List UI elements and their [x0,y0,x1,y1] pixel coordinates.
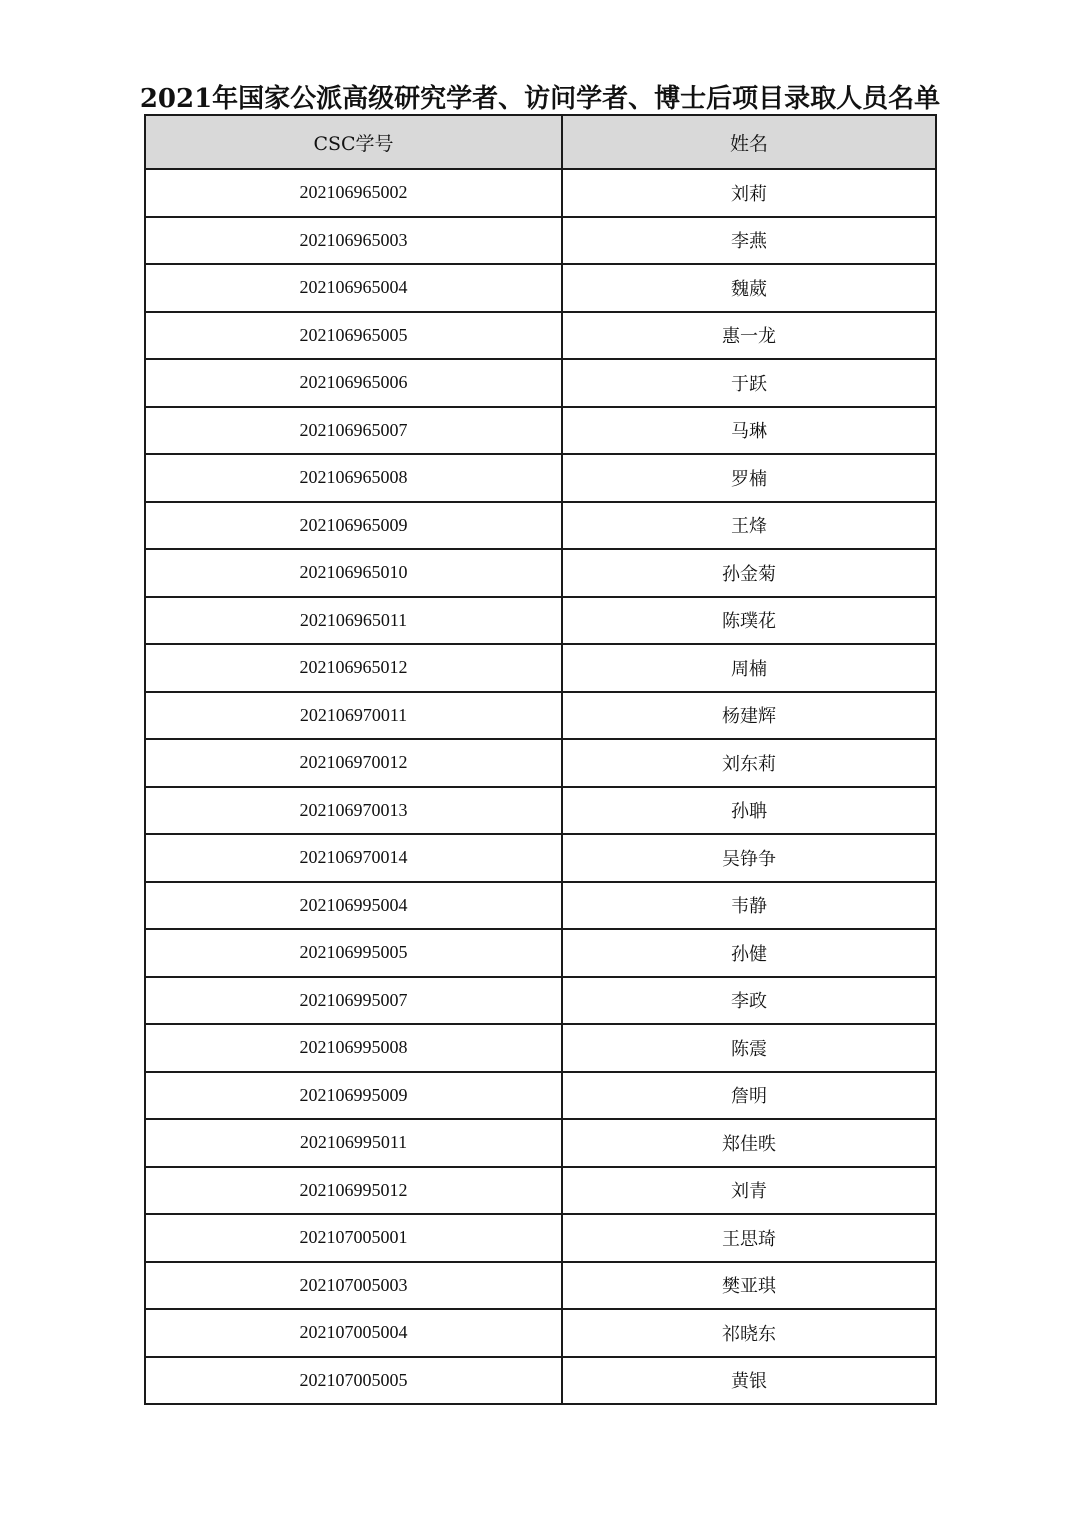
table-row [145,359,936,407]
name-cell: 于跃 [562,359,936,407]
table-row [145,1167,936,1215]
name-cell: 孙金菊 [562,549,936,597]
table-row [145,549,936,597]
csc-id-cell: 202106970013 [145,787,562,835]
csc-id-cell: 202106995004 [145,882,562,930]
csc-id-cell: 202106965008 [145,454,562,502]
table-row [145,217,936,265]
name-cell: 刘莉 [562,169,936,217]
name-cell: 樊亚琪 [562,1262,936,1310]
csc-id-cell: 202106965011 [145,597,562,645]
csc-id-cell: 202106965005 [145,312,562,360]
header-name: 姓名 [562,115,936,169]
name-cell: 刘青 [562,1167,936,1215]
table-row [145,1357,936,1405]
csc-id-cell: 202107005003 [145,1262,562,1310]
table-row [145,454,936,502]
csc-id-cell: 202106970011 [145,692,562,740]
name-cell: 罗楠 [562,454,936,502]
table-row [145,597,936,645]
csc-id-cell: 202106995008 [145,1024,562,1072]
table-row [145,834,936,882]
table-row [145,1262,936,1310]
name-cell: 王烽 [562,502,936,550]
name-cell: 魏葳 [562,264,936,312]
table-row [145,1214,936,1262]
csc-id-cell: 202107005001 [145,1214,562,1262]
csc-id-cell: 202106965009 [145,502,562,550]
table-row [145,407,936,455]
name-cell: 周楠 [562,644,936,692]
table-row [145,882,936,930]
name-cell: 韦静 [562,882,936,930]
csc-id-cell: 202106995005 [145,929,562,977]
table-row [145,1072,936,1120]
csc-id-cell: 202106965007 [145,407,562,455]
table-row [145,1309,936,1357]
table-row [145,264,936,312]
name-cell: 吴铮争 [562,834,936,882]
csc-id-cell: 202106970014 [145,834,562,882]
name-cell: 李燕 [562,217,936,265]
table-body [145,169,936,1404]
csc-id-cell: 202107005004 [145,1309,562,1357]
admission-table [144,114,937,1405]
name-cell: 詹明 [562,1072,936,1120]
name-cell: 马琳 [562,407,936,455]
csc-id-cell: 202106970012 [145,739,562,787]
csc-id-cell: 202106965006 [145,359,562,407]
name-cell: 祁晓东 [562,1309,936,1357]
table-row [145,787,936,835]
name-cell: 陈璞花 [562,597,936,645]
table-row [145,977,936,1025]
name-cell: 孙聃 [562,787,936,835]
table-row [145,692,936,740]
name-cell: 李政 [562,977,936,1025]
csc-id-cell: 202106995009 [145,1072,562,1120]
csc-id-cell: 202106965003 [145,217,562,265]
table-row [145,502,936,550]
csc-id-cell: 202106965004 [145,264,562,312]
table-header [145,115,936,169]
name-cell: 刘东莉 [562,739,936,787]
name-cell: 杨建辉 [562,692,936,740]
csc-id-cell: 202106965012 [145,644,562,692]
name-cell: 黄银 [562,1357,936,1405]
table-row [145,929,936,977]
header-csc-id: CSC学号 [145,115,562,169]
name-cell: 郑佳昳 [562,1119,936,1167]
csc-id-cell: 202106965010 [145,549,562,597]
table-row [145,169,936,217]
csc-id-cell: 202107005005 [145,1357,562,1405]
table-row [145,1119,936,1167]
table-row [145,739,936,787]
name-cell: 孙健 [562,929,936,977]
name-cell: 陈震 [562,1024,936,1072]
csc-id-cell: 202106995012 [145,1167,562,1215]
csc-id-cell: 202106995011 [145,1119,562,1167]
name-cell: 王思琦 [562,1214,936,1262]
name-cell: 惠一龙 [562,312,936,360]
csc-id-cell: 202106995007 [145,977,562,1025]
page-title: 2021年国家公派高级研究学者、访问学者、博士后项目录取人员名单 [139,84,941,115]
table-row [145,312,936,360]
table-row [145,1024,936,1072]
header-row [145,115,936,169]
table-row [145,644,936,692]
csc-id-cell: 202106965002 [145,169,562,217]
